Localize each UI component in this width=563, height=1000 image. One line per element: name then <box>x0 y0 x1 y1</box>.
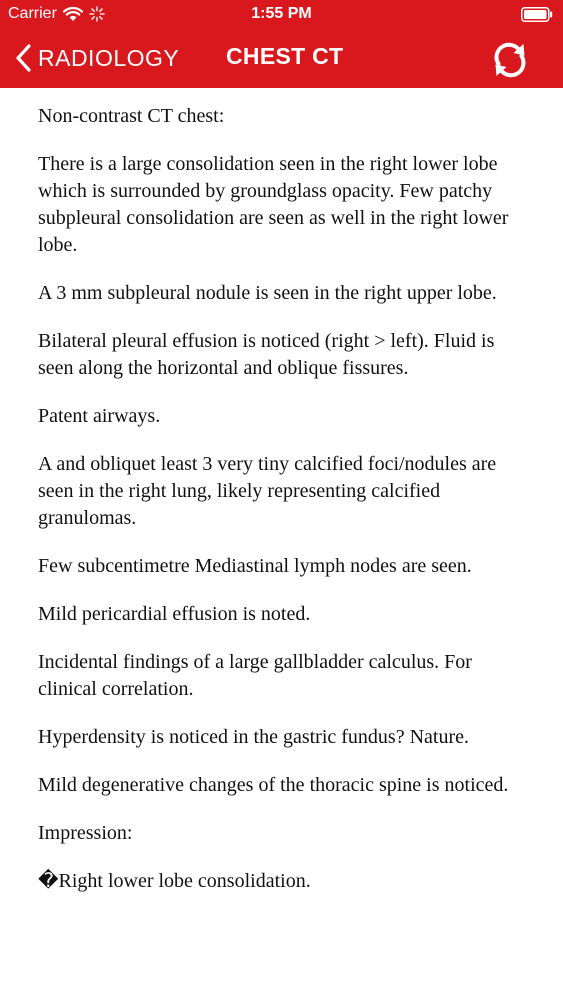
navigation-bar <box>0 30 563 88</box>
back-button[interactable] <box>14 40 179 76</box>
report-paragraph: Mild degenerative changes of the thoracic spine is noticed. <box>38 774 509 796</box>
refresh-icon[interactable] <box>490 40 530 80</box>
chevron-left-icon <box>14 43 34 73</box>
report-paragraph: A 3 mm subpleural nodule is seen in the right upper lobe. <box>38 282 497 304</box>
carrier-label: Carrier <box>8 5 57 22</box>
impression-heading: Impression: <box>38 822 133 844</box>
report-paragraph: Hyperdensity is noticed in the gastric fundus? Nature. <box>38 726 469 748</box>
impression-item: �Right lower lobe consolidation. <box>38 870 311 892</box>
report-paragraph: Incidental findings of a large gallbladder calculus. For clinical correlation. <box>38 651 472 700</box>
report-paragraph: Non-contrast CT chest: <box>38 105 225 127</box>
report-paragraph: Bilateral pleural effusion is noticed (right > left). Fluid is seen along the horizontal and oblique fissures. <box>38 330 495 379</box>
status-bar <box>0 0 563 30</box>
app-header <box>0 0 563 88</box>
report-paragraph: Patent airways. <box>38 405 161 427</box>
page-title: CHEST CT <box>226 43 344 69</box>
back-button-label: RADIOLOGY <box>38 44 180 71</box>
report-paragraph: Few subcentimetre Mediastinal lymph nodes are seen. <box>38 555 472 577</box>
status-time: 1:55 PM <box>251 5 312 22</box>
battery-icon <box>521 7 553 22</box>
report-paragraph: Mild pericardial effusion is noted. <box>38 603 311 625</box>
report-body <box>38 103 528 916</box>
report-paragraph: A and obliquet least 3 very tiny calcified foci/nodules are seen in the right lung, likely representing calcified granulomas. <box>38 453 497 529</box>
report-paragraph: There is a large consolidation seen in the right lower lobe which is surrounded by groundglass opacity. Few patchy subpleural consolidation are seen as well in the right lower lobe. <box>38 153 509 256</box>
